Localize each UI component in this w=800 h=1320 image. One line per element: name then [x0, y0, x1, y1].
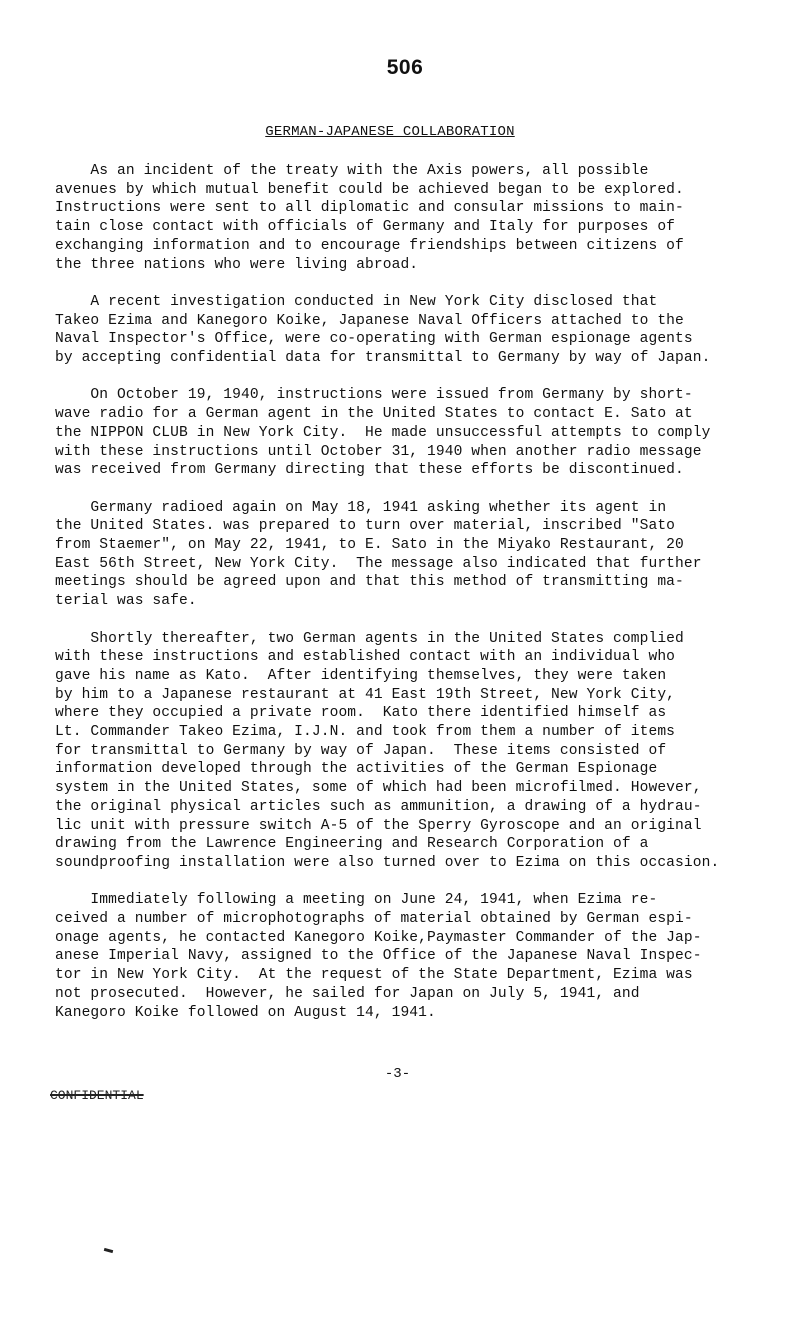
stray-ink-mark: [104, 1248, 113, 1253]
paragraph-investigation: A recent investigation conducted in New York City disclosed that Takeo Ezima and Kanegoro Koike, Japanese Naval Officers attached to the Naval Inspector's Office, were co-operating with German espionage agents by accepting confidential data for transmittal to Germany by way of Japan.: [55, 293, 711, 367]
document-title: GERMAN-JAPANESE COLLABORATION: [265, 124, 515, 140]
paragraph-october-1940: On October 19, 1940, instructions were issued from Germany by short- wave radio for a German agent in the United States to contact E. Sato at the NIPPON CLUB in New York City. He made unsuccessful attempts to comply with these instructions until October 31, 1940 when another radio message was received from Germany directing that these efforts be discontinued.: [55, 387, 711, 479]
paragraph-may-1941: Germany radioed again on May 18, 1941 asking whether its agent in the United States. was prepared to turn over material, inscribed "Sato from Staemer", on May 22, 1941, to E. Sato in the Miyako Restaurant, 20 East 56th Street, New York City. The message also indicated that further meetings should be agreed upon and that this method of transmitting ma- terial was safe.: [55, 499, 702, 610]
footer-page-number: -3-: [384, 1066, 411, 1082]
document-body: [55, 162, 775, 1041]
paragraph-june-1941: Immediately following a meeting on June 24, 1941, when Ezima re- ceived a number of microphotographs of material obtained by German espi- onage agents, he contacted Kanegoro Koike,Paymaster Commander of the Jap- anese Imperial Navy, assigned to the Office of the Japanese Naval Inspec- tor in New York City. At the request of the State Department, Ezima was not prosecuted. However, he sailed for Japan on July 5, 1941, and Kanegoro Koike followed on August 14, 1941.: [55, 892, 702, 1021]
classification-stamp: CONFIDENTIAL: [50, 1088, 144, 1103]
paragraph-german-agents: Shortly thereafter, two German agents in the United States complied with these instructions and established contact with an individual who gave his name as Kato. After identifying themselves, they were taken by him to a Japanese restaurant at 41 East 19th Street, New York City, where they occupied a private room. Kato there identified himself as Lt. Commander Takeo Ezima, I.J.N. and took from them a number of items for transmittal to Germany by way of Japan. These items consisted of information developed through the activities of the German Espionage system in the United States, some of which had been microfilmed. However, the original physical articles such as ammunition, a drawing of a hydrau- lic unit with pressure switch A-5 of the Sperry Gyroscope and an original drawing from the Lawrence Engineering and Research Corporation of a soundproofing installation were also turned over to Ezima on this occasion.: [55, 630, 720, 871]
paragraph-axis-treaty: As an incident of the treaty with the Axis powers, all possible avenues by which mutual benefit could be achieved began to be explored. Instructions were sent to all diplomatic and consular missions to main- tain close contact with officials of Germany and Italy for purposes of exchanging information and to encourage friendships between citizens of the three nations who were living abroad.: [55, 163, 684, 273]
page-number: 506: [386, 56, 424, 79]
